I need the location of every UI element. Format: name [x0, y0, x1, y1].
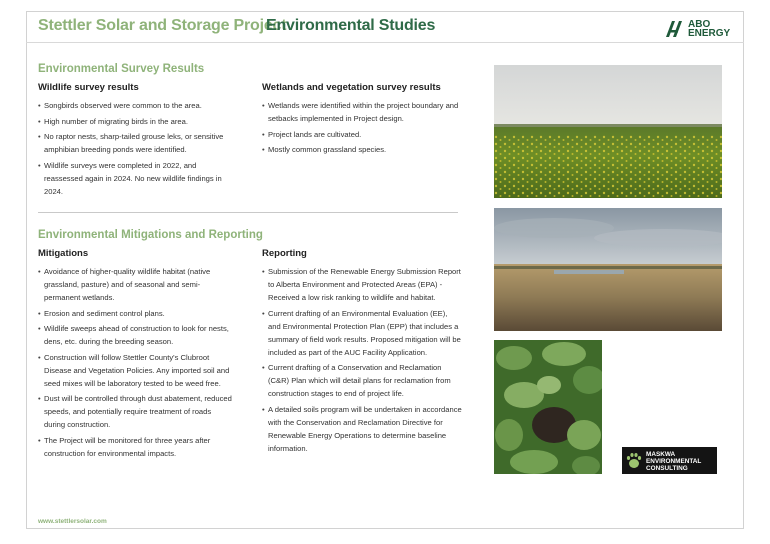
- list-item: • No raptor nests, sharp-tailed grouse leks, or sensitive amphibian breeding ponds were identified.: [38, 130, 234, 156]
- header-divider: [26, 42, 744, 43]
- survey-heading: Environmental Survey Results: [38, 63, 205, 75]
- wetlands-list: [262, 99, 462, 159]
- footer-url[interactable]: www.stettlersolar.com: [38, 518, 107, 525]
- wildlife-title: Wildlife survey results: [38, 82, 139, 93]
- list-item: • Current drafting of a Conservation and Reclamation (C&R) Plan which will detail plans for reclamation from construction stages to end of project life.: [262, 361, 462, 400]
- mitigations-title: Mitigations: [38, 248, 89, 259]
- maskwa-text-1: MASKWA: [646, 451, 676, 458]
- list-item: • Current drafting of an Environmental Evaluation (EE), and Environmental Protection Plan (EPP) that includes a summary of field work results. Proposed mitigation will be included as part of the AUC Facility Application.: [262, 307, 462, 359]
- abo-energy-logo-icon: [664, 20, 684, 38]
- maskwa-text-2: ENVIRONMENTAL: [646, 458, 702, 465]
- list-item: • Construction will follow Stettler County's Clubroot Disease and Vegetation Policies. Any imported soil and seed mixes will be laboratory tested to be weed free.: [38, 351, 234, 390]
- wetland-field-photo: [494, 208, 722, 331]
- page-header: [38, 16, 738, 42]
- wildlife-list: [38, 99, 234, 200]
- section-title: Environmental Studies: [266, 17, 436, 34]
- maskwa-logo: [622, 447, 717, 474]
- list-item: • Wildlife sweeps ahead of construction to look for nests, dens, etc. during the breeding season.: [38, 322, 234, 348]
- abo-energy-logo: [664, 18, 734, 40]
- logo-text-abo: ABO: [688, 19, 711, 30]
- list-item: • Songbirds observed were common to the area.: [38, 99, 234, 112]
- project-title: Stettler Solar and Storage Project: [38, 17, 287, 34]
- logo-text-energy: ENERGY: [688, 28, 731, 39]
- maskwa-text-3: CONSULTING: [646, 465, 688, 472]
- paw-icon: [626, 452, 642, 469]
- list-item: • High number of migrating birds in the area.: [38, 115, 234, 128]
- list-item: • Submission of the Renewable Energy Submission Report to Alberta Environment and Protected Areas (EPA) - Received a low risk ranking to wildlife and habitat.: [262, 265, 462, 304]
- list-item: • Dust will be controlled through dust abatement, reduced speeds, and potentially require treatment of roads during construction.: [38, 392, 234, 431]
- list-item: • Wildlife surveys were completed in 2022, and reassessed again in 2024. No new wildlife findings in 2024.: [38, 159, 234, 198]
- canola-field-photo: [494, 65, 722, 198]
- canola-plants-photo: [494, 340, 602, 474]
- list-item: • Erosion and sediment control plans.: [38, 307, 234, 320]
- wetlands-title: Wetlands and vegetation survey results: [262, 82, 441, 93]
- mitigation-heading: Environmental Mitigations and Reporting: [38, 229, 263, 241]
- list-item: • Mostly common grassland species.: [262, 143, 462, 156]
- reporting-list: [262, 265, 462, 457]
- list-item: • Wetlands were identified within the project boundary and setbacks implemented in Project design.: [262, 99, 462, 125]
- reporting-title: Reporting: [262, 248, 307, 259]
- list-item: • Project lands are cultivated.: [262, 128, 462, 141]
- list-item: • The Project will be monitored for three years after construction for environmental impacts.: [38, 434, 234, 460]
- mitigations-list: [38, 265, 234, 462]
- list-item: • A detailed soils program will be undertaken in accordance with the Conservation and Reclamation Directive for Renewable Energy Operations to determine baseline information.: [262, 403, 462, 455]
- section-divider: [38, 212, 458, 213]
- list-item: • Avoidance of higher-quality wildlife habitat (native grassland, pasture) and of seasonal and semi-permanent wetlands.: [38, 265, 234, 304]
